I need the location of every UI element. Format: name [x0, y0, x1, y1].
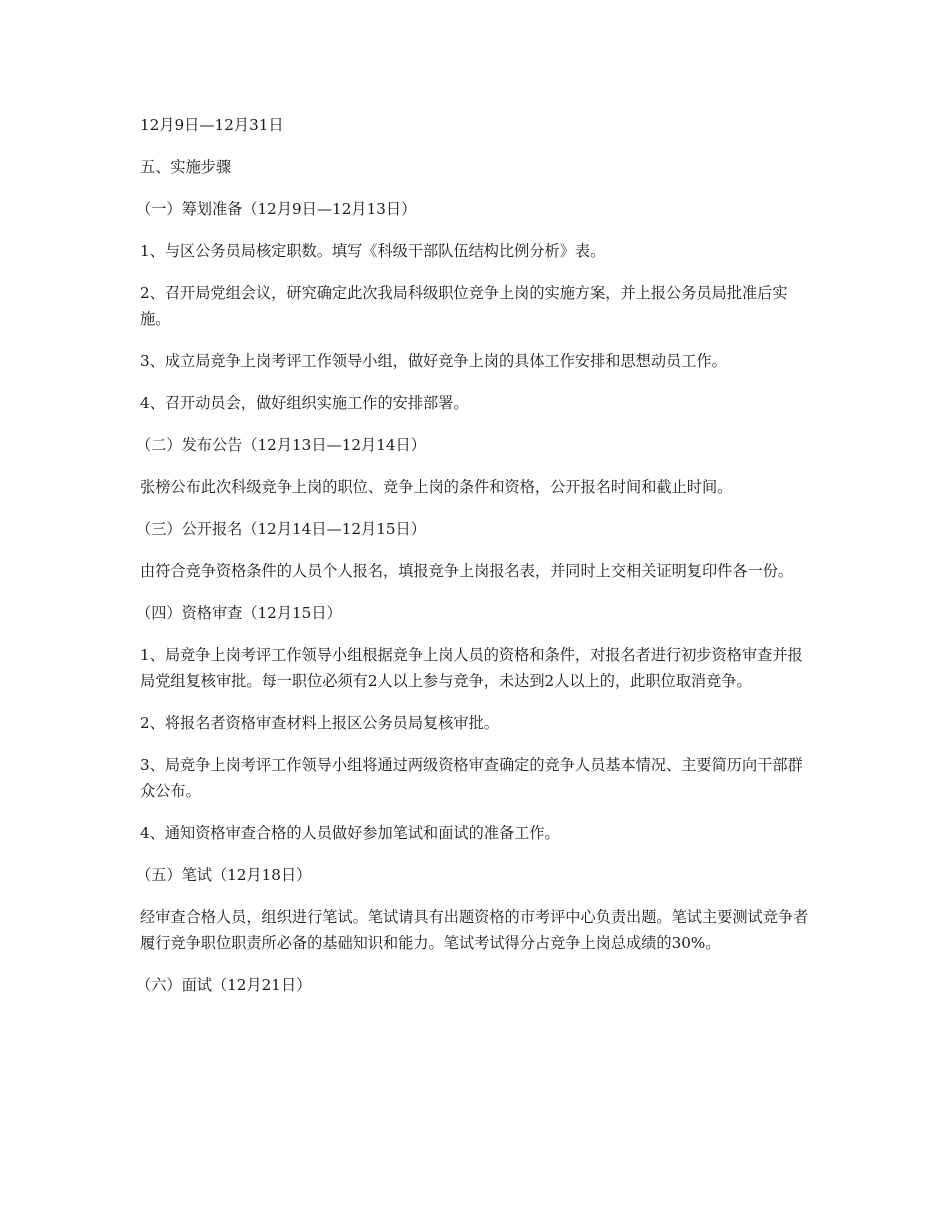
list-item-planning-3: 3、成立局竞争上岗考评工作领导小组，做好竞争上岗的具体工作安排和思想动员工作。: [140, 352, 727, 370]
subsection-heading-qualification-review: （四）资格审查（12月15日）: [136, 604, 342, 622]
subsection-heading-registration: （三）公开报名（12月14日—12月15日）: [136, 520, 426, 538]
document-page: [136, 112, 812, 998]
list-item-review-1: 1、局竞争上岗考评工作领导小组根据竞争上岗人员的资格和条件，对报名者进行初步资格审查并报局党组复核审批。每一职位必须有2人以上参与竞争，未达到2人以上的，此职位取消竞争。: [140, 646, 803, 690]
subsection-heading-written-exam: （五）笔试（12月18日）: [136, 866, 312, 884]
list-item-planning-2: 2、召开局党组会议，研究确定此次我局科级职位竞争上岗的实施方案，并上报公务员局批准后实施。: [140, 284, 788, 328]
paragraph-announcement: 张榜公布此次科级竞争上岗的职位、竞争上岗的条件和资格，公开报名时间和截止时间。: [140, 478, 733, 496]
subsection-heading-announcement: （二）发布公告（12月13日—12月14日）: [136, 436, 426, 454]
subsection-heading-planning: （一）筹划准备（12月9日—12月13日）: [136, 200, 417, 218]
subsection-heading-interview: （六）面试（12月21日）: [136, 976, 312, 994]
paragraph-date-range: 12月9日—12月31日: [140, 116, 284, 134]
list-item-review-3: 3、局竞争上岗考评工作领导小组将通过两级资格审查确定的竞争人员基本情况、主要简历向干部群众公布。: [140, 756, 803, 800]
list-item-review-4: 4、通知资格审查合格的人员做好参加笔试和面试的准备工作。: [140, 824, 560, 842]
section-heading-implementation-steps: 五、实施步骤: [140, 158, 232, 176]
paragraph-written-exam: 经审查合格人员，组织进行笔试。笔试请具有出题资格的市考评中心负责出题。笔试主要测试竞争者履行竞争职位职责所必备的基础知识和能力。笔试考试得分占竞争上岗总成绩的30%。: [140, 908, 809, 952]
list-item-planning-4: 4、召开动员会，做好组织实施工作的安排部署。: [140, 394, 469, 412]
list-item-planning-1: 1、与区公务员局核定职数。填写《科级干部队伍结构比例分析》表。: [140, 242, 606, 260]
paragraph-registration: 由符合竞争资格条件的人员个人报名，填报竞争上岗报名表，并同时上交相关证明复印件各一份。: [140, 562, 794, 580]
list-item-review-2: 2、将报名者资格审查材料上报区公务员局复核审批。: [140, 714, 499, 732]
